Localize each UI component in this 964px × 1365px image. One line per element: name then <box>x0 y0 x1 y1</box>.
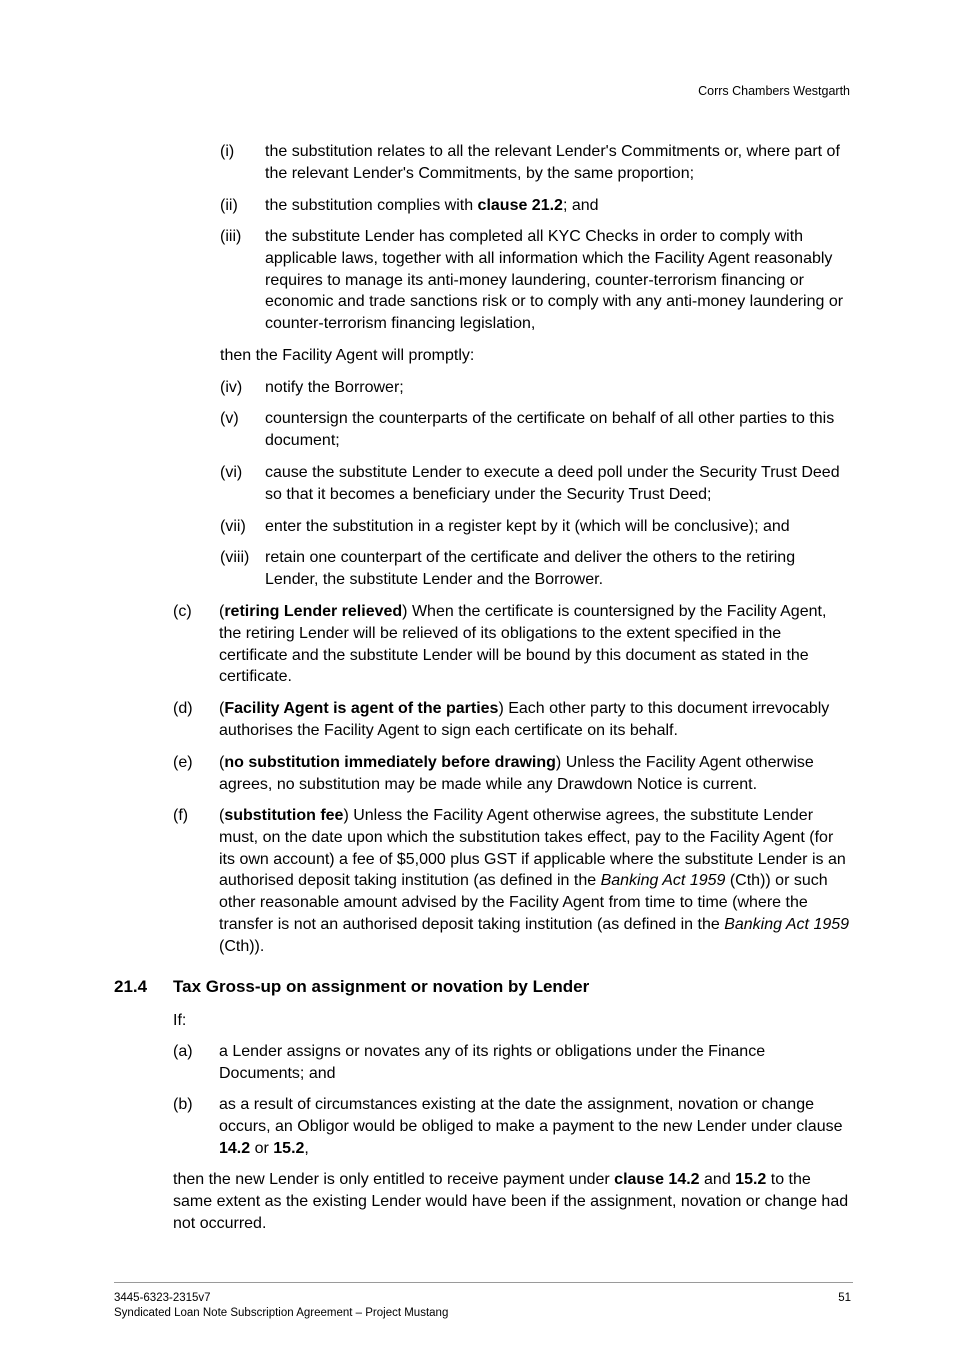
item-text: the substitute Lender has completed all KYC Checks in order to comply with applicable laws, together with all information which the Facility Agent reasonably requires to manage its anti-money laundering, counter-terrorism financing or economic and trade sanctions risk or to comply with any anti-money laundering or counter-terrorism financing legislation, <box>265 228 844 333</box>
emphasis-bold: clause 21.2 <box>477 197 563 214</box>
item-text: cause the substitute Lender to execute a deed poll under the Security Trust Deed so that it becomes a beneficiary under the Security Trust Deed; <box>265 464 840 503</box>
emphasis-italic: Banking Act 1959 <box>600 872 726 890</box>
item-label: (vi) <box>220 464 243 481</box>
item-label: (v) <box>220 410 239 427</box>
item-label: (vii) <box>220 518 246 535</box>
item-text: retain one counterpart of the certificate and deliver the others to the retiring Lender, the substitute Lender and the Borrower. <box>265 549 796 588</box>
emphasis-bold: clause 14.2 <box>614 1171 700 1188</box>
clause-label: (a) <box>173 1043 193 1060</box>
item-label: (ii) <box>220 197 238 214</box>
clause-text: a Lender assigns or novates any of its rights or obligations under the Finance Documents; and <box>219 1043 766 1082</box>
item-label: (viii) <box>220 549 250 566</box>
item-label: (i) <box>220 143 235 160</box>
emphasis-bold: 14.2 <box>219 1139 251 1157</box>
clause-text: (retiring Lender relieved) When the certificate is countersigned by the Facility Agent, the retiring Lender will be relieved of its obligations to the extent specified in the certificate and the substitute Lender will be bound by this document as stated in the certificate. <box>219 603 827 686</box>
header-firm-name: Corrs Chambers Westgarth <box>698 84 850 98</box>
emphasis-bold: 15.2 <box>273 1139 305 1157</box>
emphasis-bold: retiring Lender relieved <box>224 603 403 620</box>
item-text: enter the substitution in a register kept by it (which will be conclusive); and <box>265 518 790 535</box>
if-paragraph: If: <box>173 1012 187 1029</box>
clause-label: (b) <box>173 1096 193 1113</box>
item-text: the substitution complies with clause 21.2; and <box>265 197 599 214</box>
item-label: (iv) <box>220 379 243 396</box>
footer-doc-id: 3445-6323-2315v7 <box>114 1292 211 1304</box>
clause-label: (e) <box>173 754 193 771</box>
emphasis-bold: no substitution immediately before drawing <box>224 754 556 771</box>
clause-label: (f) <box>173 807 189 824</box>
footer-divider <box>114 1282 853 1283</box>
item-text: countersign the counterparts of the certificate on behalf of all other parties to this document; <box>265 410 835 449</box>
emphasis-bold: Facility Agent is agent of the parties <box>224 700 499 717</box>
section-number: 21.4 <box>114 977 148 996</box>
page-number: 51 <box>838 1292 851 1304</box>
then-paragraph: then the Facility Agent will promptly: <box>220 347 475 364</box>
emphasis-bold: 15.2 <box>735 1171 767 1188</box>
clause-text: as a result of circumstances existing at the date the assignment, novation or change occurs, an Obligor would be obliged to make a payment to the new Lender under clause 14.2 or 15.2, <box>219 1096 843 1157</box>
closing-paragraph: then the new Lender is only entitled to receive payment under clause 14.2 and 15.2 to the same extent as the existing Lender would have been if the assignment, novation or change had not occurred. <box>173 1171 849 1232</box>
footer-doc-title: Syndicated Loan Note Subscription Agreement – Project Mustang <box>114 1307 449 1319</box>
clause-label: (c) <box>173 603 192 620</box>
item-text: notify the Borrower; <box>265 379 404 396</box>
clause-text: (Facility Agent is agent of the parties) Each other party to this document irrevocably authorises the Facility Agent to sign each certificate on its behalf. <box>219 700 830 739</box>
clause-text: (no substitution immediately before drawing) Unless the Facility Agent otherwise agrees, no substitution may be made while any Drawdown Notice is current. <box>219 754 814 793</box>
emphasis-bold: substitution fee <box>224 807 344 824</box>
item-text: the substitution relates to all the relevant Lender's Commitments or, where part of the relevant Lender's Commitments, by the same proportion; <box>265 143 840 182</box>
item-label: (iii) <box>220 228 242 245</box>
clause-label: (d) <box>173 700 193 717</box>
clause-text: (substitution fee) Unless the Facility Agent otherwise agrees, the substitute Lender must, on the date upon which the substitution takes effect, pay to the Facility Agent (for its own account) a fee of $5,000 plus GST if applicable where the substitute Lender is an authorised deposit taking institution (as defined in the Banking Act 1959 (Cth)) or such other reasonable amount advised by the Facility Agent from time to time (where the transfer is not an authorised deposit taking institution (as defined in the Banking Act 1959 (Cth)). <box>219 807 850 955</box>
emphasis-italic: Banking Act 1959 <box>724 915 850 933</box>
section-title: Tax Gross-up on assignment or novation by Lender <box>173 977 590 996</box>
